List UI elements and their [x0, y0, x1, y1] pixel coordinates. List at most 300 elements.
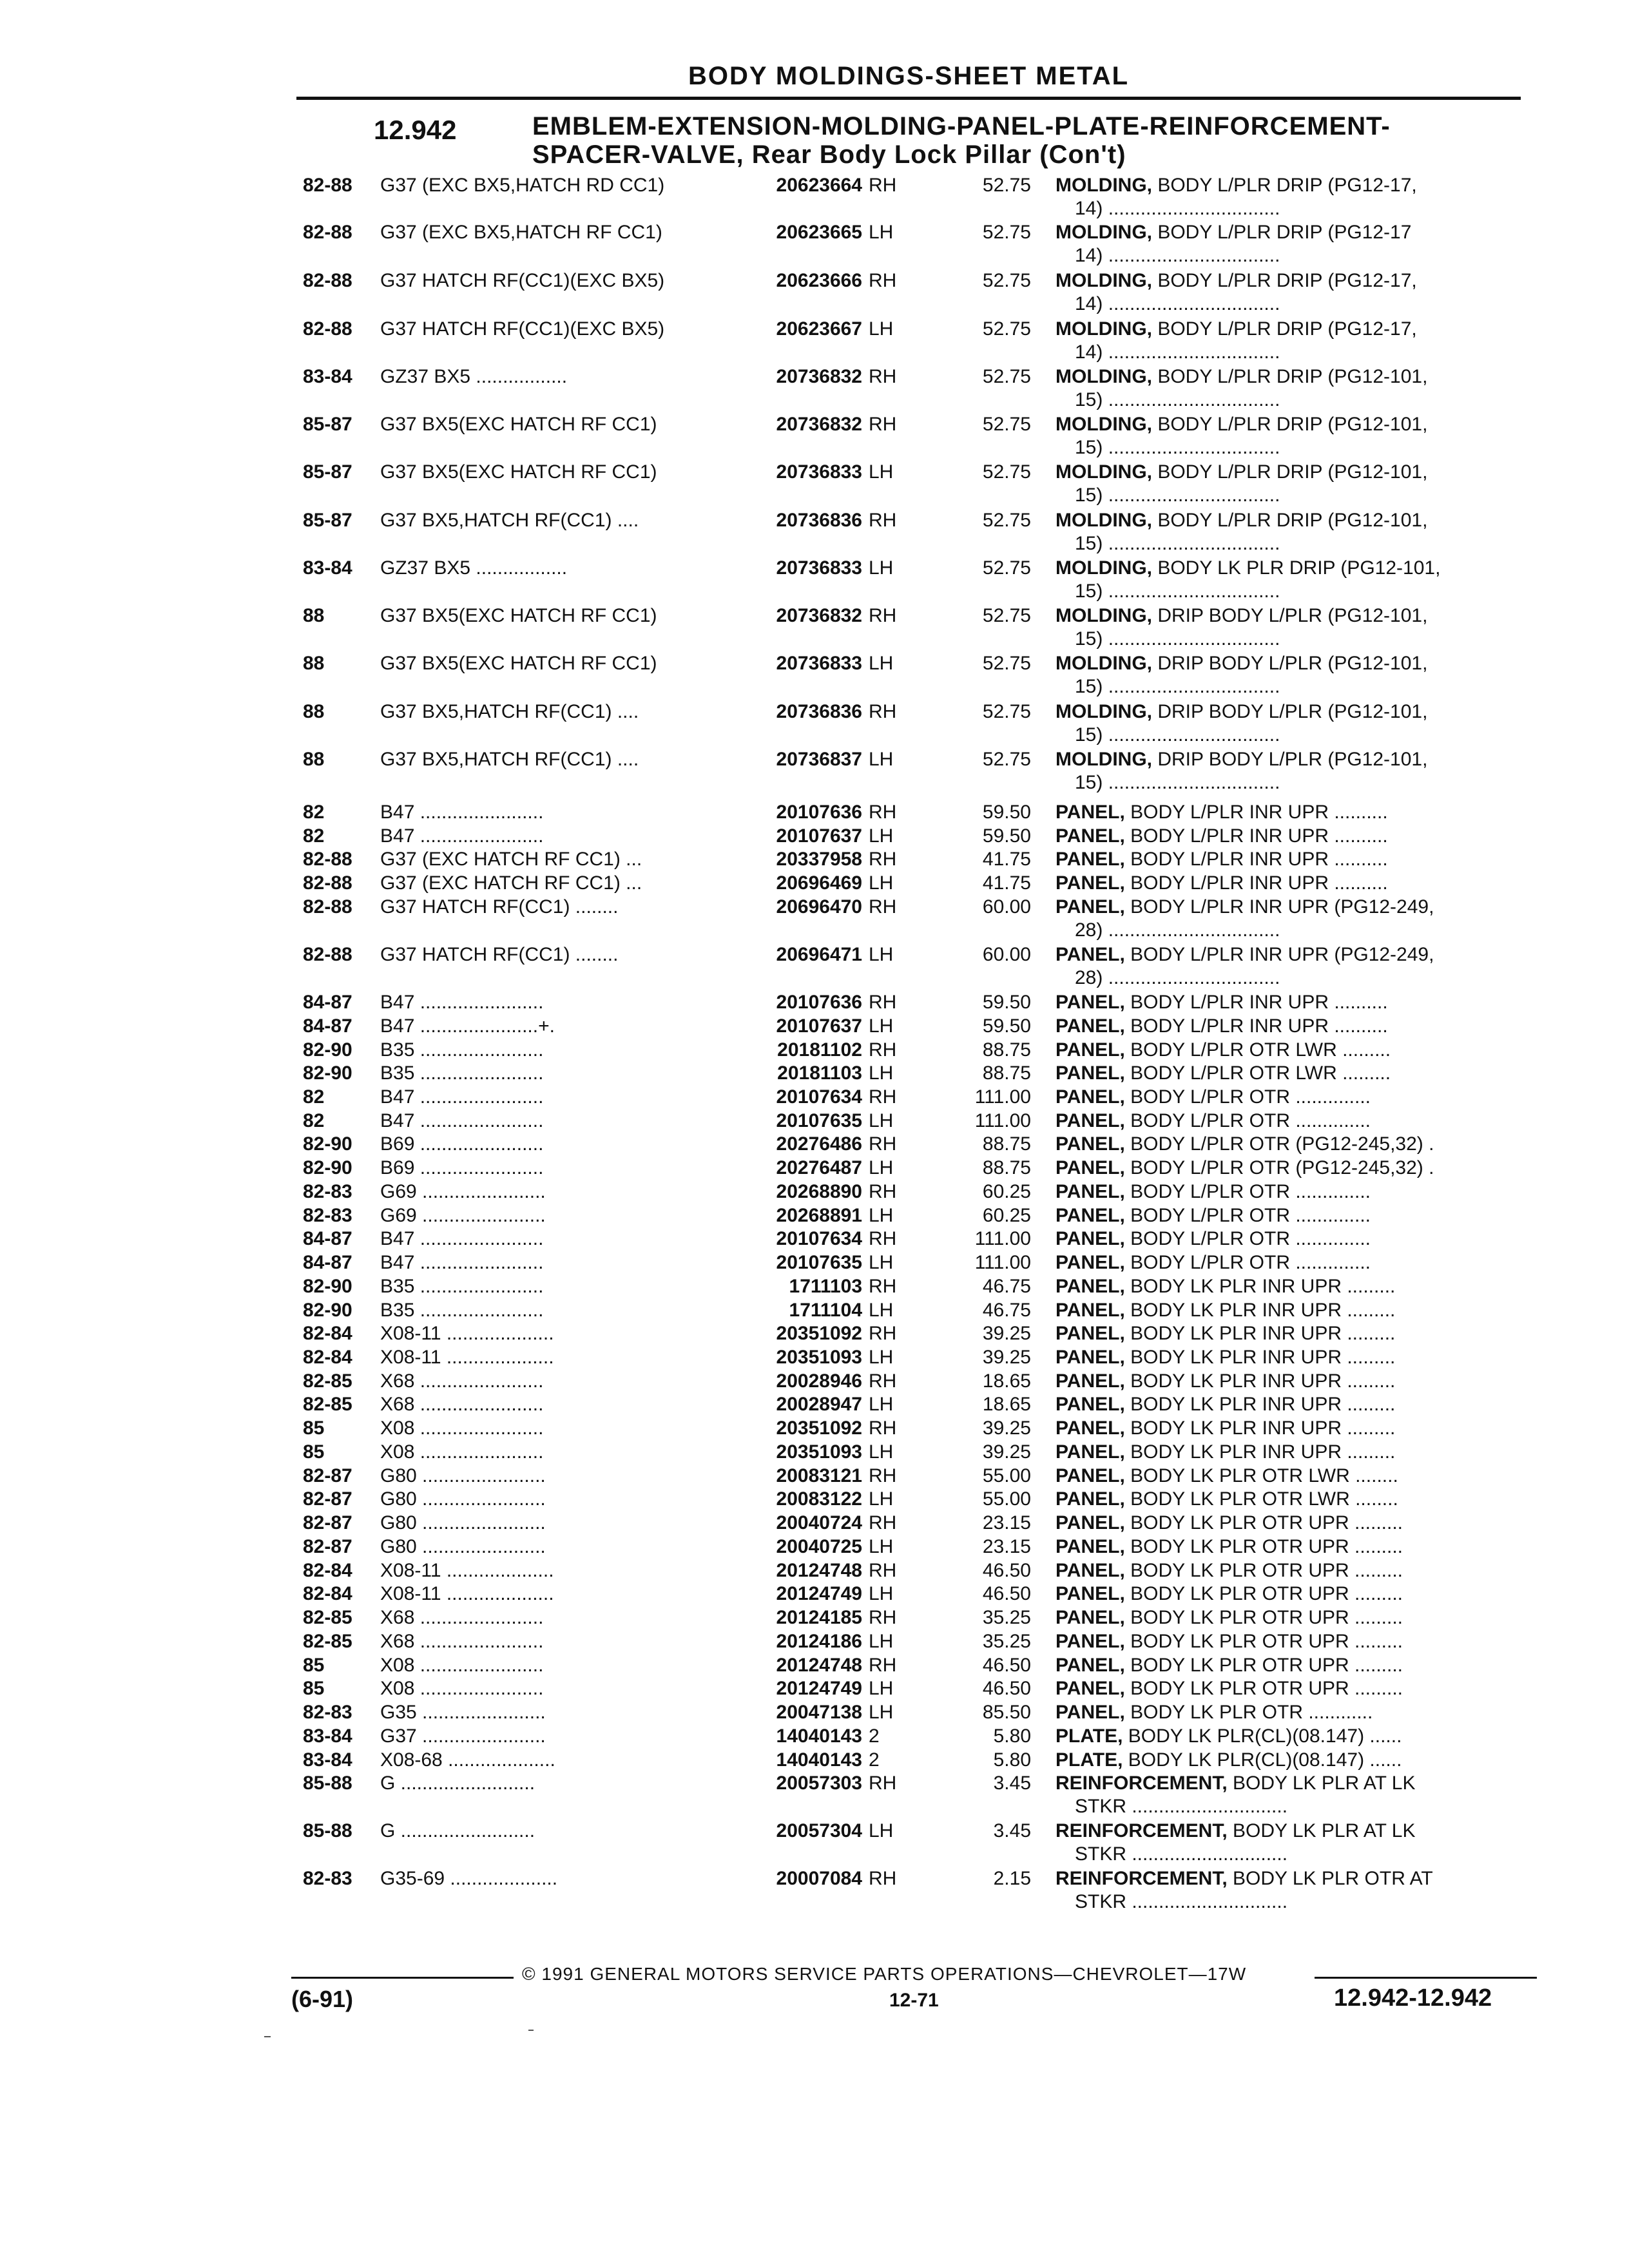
row-part-name: PANEL, [1055, 1205, 1125, 1226]
row-description [1055, 943, 1532, 990]
section-number: 12.942 [374, 115, 457, 145]
row-description-continued: 15) ................................ [1075, 772, 1280, 793]
row-part-name: PANEL, [1055, 1441, 1125, 1463]
row-part-name: PANEL, [1055, 1536, 1125, 1557]
row-application: G37 BX5(EXC HATCH RF CC1) [380, 461, 657, 483]
row-price: 52.75 [982, 222, 1031, 243]
row-part-number: 20276487 [776, 1157, 862, 1178]
row-application: B69 ....................... [380, 1157, 544, 1178]
row-part-number: 20736832 [776, 414, 862, 435]
row-part-number: 20736832 [776, 605, 862, 626]
row-part-name: PANEL, [1055, 1133, 1125, 1155]
row-quantity: RH [869, 605, 897, 626]
row-part-name: MOLDING, [1055, 318, 1152, 340]
row-part-number: 20107634 [776, 1228, 862, 1249]
row-part-number: 20107634 [776, 1086, 862, 1108]
row-quantity: LH [869, 1678, 894, 1699]
row-part-name: MOLDING, [1055, 605, 1152, 626]
row-price: 18.65 [982, 1370, 1031, 1392]
row-quantity: LH [869, 1702, 894, 1723]
row-years: 88 [303, 701, 325, 722]
row-years: 82-88 [303, 896, 352, 918]
row-quantity: RH [869, 366, 897, 387]
row-years: 85-88 [303, 1773, 352, 1794]
row-application: X08 ....................... [380, 1441, 544, 1463]
row-part-name: MOLDING, [1055, 701, 1152, 722]
row-part-name: MOLDING, [1055, 175, 1152, 196]
row-part-number: 20351093 [776, 1347, 862, 1368]
row-description [1055, 872, 1532, 895]
row-part-name: REINFORCEMENT, [1055, 1868, 1228, 1889]
row-price: 46.75 [982, 1276, 1031, 1297]
row-description-text: BODY LK PLR OTR AT [1227, 1868, 1433, 1889]
row-description-text: BODY LK PLR(CL)(08.147) ...... [1123, 1725, 1402, 1747]
row-part-name: PANEL, [1055, 1181, 1125, 1202]
row-part-number: 20124749 [776, 1583, 862, 1604]
row-description-text: BODY L/PLR INR UPR .......... [1124, 872, 1388, 894]
row-years: 85 [303, 1678, 325, 1699]
row-part-number: 20736836 [776, 510, 862, 531]
row-part-name: MOLDING, [1055, 653, 1152, 674]
row-part-name: MOLDING, [1055, 510, 1152, 531]
row-years: 85 [303, 1441, 325, 1463]
row-price: 39.25 [982, 1418, 1031, 1439]
row-description-text: BODY L/PLR INR UPR (PG12-249, [1124, 944, 1434, 965]
row-quantity: LH [869, 1252, 894, 1273]
row-description [1055, 1157, 1532, 1180]
row-description [1055, 174, 1532, 220]
row-description-text: BODY L/PLR OTR (PG12-245,32) . [1124, 1133, 1434, 1155]
row-quantity: LH [869, 222, 894, 243]
row-quantity: LH [869, 461, 894, 483]
row-description-continued: 15) ................................ [1075, 581, 1280, 602]
row-part-name: PANEL, [1055, 1015, 1125, 1037]
row-description [1055, 748, 1532, 794]
row-description-text: BODY LK PLR OTR LWR ........ [1124, 1465, 1398, 1486]
row-part-name: PANEL, [1055, 1512, 1125, 1533]
row-description [1055, 652, 1532, 698]
row-application: B35 ....................... [380, 1062, 544, 1084]
row-part-name: PANEL, [1055, 1418, 1125, 1439]
row-years: 82-90 [303, 1062, 352, 1084]
section-title-line-1: EMBLEM-EXTENSION-MOLDING-PANEL-PLATE-REINFORCEMENT- [532, 112, 1391, 140]
row-application: G80 ....................... [380, 1488, 546, 1510]
row-description-continued: 15) ................................ [1075, 485, 1280, 506]
row-part-name: PANEL, [1055, 1465, 1125, 1486]
row-description-text: BODY LK PLR INR UPR ......... [1124, 1418, 1396, 1439]
row-description-continued: 14) ................................ [1075, 293, 1280, 314]
row-application: G37 BX5,HATCH RF(CC1) .... [380, 749, 639, 770]
row-description-text: BODY L/PLR OTR .............. [1124, 1228, 1371, 1249]
row-part-number: 14040143 [776, 1749, 862, 1771]
row-part-number: 20083121 [776, 1465, 862, 1486]
row-description [1055, 1749, 1532, 1772]
row-quantity: 2 [869, 1725, 880, 1747]
row-years: 85-87 [303, 461, 352, 483]
row-price: 5.80 [993, 1725, 1031, 1747]
row-part-name: PANEL, [1055, 1583, 1125, 1604]
row-years: 88 [303, 653, 325, 674]
row-application: G80 ....................... [380, 1512, 546, 1533]
row-part-number: 20107636 [776, 802, 862, 823]
row-application: G37 HATCH RF(CC1) ........ [380, 944, 619, 965]
row-price: 52.75 [982, 605, 1031, 626]
row-price: 5.80 [993, 1749, 1031, 1771]
row-part-name: PANEL, [1055, 849, 1125, 870]
row-application: B69 ....................... [380, 1133, 544, 1155]
row-quantity: RH [869, 1465, 897, 1486]
row-part-number: 20351093 [776, 1441, 862, 1463]
row-part-number: 20028947 [776, 1394, 862, 1415]
row-description-text: BODY LK PLR OTR UPR ......... [1124, 1560, 1403, 1581]
row-description [1055, 604, 1532, 651]
row-quantity: LH [869, 318, 894, 340]
row-quantity: RH [869, 1868, 897, 1889]
row-part-number: 20268891 [776, 1205, 862, 1226]
footer-section-range: 12.942-12.942 [1334, 1984, 1492, 2012]
row-description-continued: 15) ................................ [1075, 389, 1280, 410]
row-description-text: BODY LK PLR DRIP (PG12-101, [1152, 557, 1441, 579]
row-years: 83-84 [303, 1749, 352, 1771]
row-part-number: 20107637 [776, 1015, 862, 1037]
row-description-text: BODY LK PLR INR UPR ......... [1124, 1441, 1396, 1463]
row-description-text: BODY LK PLR INR UPR ......... [1124, 1323, 1396, 1344]
row-application: B47 ....................... [380, 992, 544, 1013]
row-years: 82-90 [303, 1300, 352, 1321]
row-description [1055, 1133, 1532, 1156]
row-years: 82-83 [303, 1702, 352, 1723]
row-description [1055, 1488, 1532, 1511]
row-application: G37 BX5,HATCH RF(CC1) .... [380, 510, 639, 531]
row-description [1055, 461, 1532, 507]
row-part-name: REINFORCEMENT, [1055, 1820, 1228, 1841]
row-description-continued: 28) ................................ [1075, 967, 1280, 988]
row-part-name: PANEL, [1055, 1655, 1125, 1676]
row-part-number: 20623665 [776, 222, 862, 243]
row-price: 46.50 [982, 1583, 1031, 1604]
row-description-text: BODY L/PLR OTR .............. [1124, 1086, 1371, 1108]
row-price: 35.25 [982, 1631, 1031, 1652]
row-price: 2.15 [993, 1868, 1031, 1889]
row-quantity: RH [869, 414, 897, 435]
row-years: 82-88 [303, 872, 352, 894]
row-description [1055, 1677, 1532, 1700]
row-description-text: BODY L/PLR INR UPR .......... [1124, 849, 1388, 870]
header-rule [296, 97, 1521, 100]
row-part-name: PANEL, [1055, 896, 1125, 918]
row-description-text: BODY LK PLR AT LK [1227, 1820, 1416, 1841]
row-price: 3.45 [993, 1820, 1031, 1841]
row-application: B47 ....................... [380, 802, 544, 823]
page-header-title: BODY MOLDINGS-SHEET METAL [688, 62, 1130, 90]
row-part-number: 20736832 [776, 366, 862, 387]
row-application: G37 HATCH RF(CC1)(EXC BX5) [380, 270, 665, 291]
row-description-text: BODY L/PLR DRIP (PG12-101, [1152, 366, 1428, 387]
row-application: X08 ....................... [380, 1418, 544, 1439]
row-application: X68 ....................... [380, 1631, 544, 1652]
row-years: 82-84 [303, 1560, 352, 1581]
row-quantity: LH [869, 1157, 894, 1178]
row-quantity: LH [869, 1347, 894, 1368]
row-quantity: 2 [869, 1749, 880, 1771]
row-part-name: PANEL, [1055, 1062, 1125, 1084]
row-description [1055, 1417, 1532, 1440]
row-description [1055, 269, 1532, 316]
row-description-text: BODY LK PLR OTR LWR ........ [1124, 1488, 1398, 1510]
row-years: 82-90 [303, 1039, 352, 1061]
row-description-continued: 15) ................................ [1075, 676, 1280, 697]
row-part-name: PANEL, [1055, 1347, 1125, 1368]
row-quantity: RH [869, 1276, 897, 1297]
row-quantity: RH [869, 1039, 897, 1061]
row-price: 39.25 [982, 1441, 1031, 1463]
row-quantity: LH [869, 1300, 894, 1321]
row-quantity: RH [869, 270, 897, 291]
row-application: GZ37 BX5 ................. [380, 557, 568, 579]
row-price: 46.50 [982, 1678, 1031, 1699]
row-description [1055, 825, 1532, 848]
row-application: X08-11 .................... [380, 1347, 554, 1368]
row-quantity: LH [869, 1820, 894, 1841]
row-part-name: PANEL, [1055, 1370, 1125, 1392]
row-part-number: 20007084 [776, 1868, 862, 1889]
row-description [1055, 1015, 1532, 1038]
scan-speck [264, 2036, 271, 2037]
row-part-number: 20124749 [776, 1678, 862, 1699]
row-description-text: BODY LK PLR OTR UPR ......... [1124, 1512, 1403, 1533]
row-price: 60.00 [982, 944, 1031, 965]
row-quantity: LH [869, 1441, 894, 1463]
row-application: G37 BX5,HATCH RF(CC1) .... [380, 701, 639, 722]
row-part-name: PANEL, [1055, 992, 1125, 1013]
row-years: 82-88 [303, 318, 352, 340]
row-price: 39.25 [982, 1323, 1031, 1344]
row-part-name: PANEL, [1055, 872, 1125, 894]
row-part-number: 20623666 [776, 270, 862, 291]
row-description-text: BODY LK PLR INR UPR ......... [1124, 1394, 1396, 1415]
row-years: 82-90 [303, 1157, 352, 1178]
row-application: G37 BX5(EXC HATCH RF CC1) [380, 605, 657, 626]
row-part-name: MOLDING, [1055, 749, 1152, 770]
row-application: G37 (EXC HATCH RF CC1) ... [380, 872, 642, 894]
row-application: G ......................... [380, 1820, 535, 1841]
row-price: 46.50 [982, 1560, 1031, 1581]
row-part-name: PANEL, [1055, 1631, 1125, 1652]
row-part-number: 20107637 [776, 825, 862, 847]
row-part-name: PANEL, [1055, 1394, 1125, 1415]
row-description-text: BODY L/PLR DRIP (PG12-101, [1152, 510, 1428, 531]
row-part-name: PANEL, [1055, 1323, 1125, 1344]
section-title-line-2: SPACER-VALVE, Rear Body Lock Pillar (Con't) [532, 140, 1126, 169]
row-application: X08-11 .................... [380, 1323, 554, 1344]
row-description-text: BODY L/PLR DRIP (PG12-17, [1152, 175, 1417, 196]
row-application: B35 ....................... [380, 1276, 544, 1297]
row-application: B35 ....................... [380, 1300, 544, 1321]
row-application: G69 ....................... [380, 1181, 546, 1202]
row-application: X08-11 .................... [380, 1583, 554, 1604]
row-quantity: RH [869, 1323, 897, 1344]
row-years: 82-87 [303, 1512, 352, 1533]
row-quantity: RH [869, 992, 897, 1013]
row-part-name: MOLDING, [1055, 222, 1152, 243]
row-years: 85-87 [303, 414, 352, 435]
row-description [1055, 1204, 1532, 1227]
row-description-continued: STKR ............................. [1075, 1843, 1288, 1865]
row-price: 52.75 [982, 557, 1031, 579]
row-description [1055, 1701, 1532, 1724]
row-description-continued: 15) ................................ [1075, 724, 1280, 745]
row-part-name: PANEL, [1055, 1560, 1125, 1581]
row-description [1055, 318, 1532, 364]
row-quantity: RH [869, 1512, 897, 1533]
row-description [1055, 1465, 1532, 1488]
row-description-continued: 14) ................................ [1075, 245, 1280, 266]
row-price: 52.75 [982, 701, 1031, 722]
row-years: 82 [303, 1110, 325, 1131]
row-description-continued: 14) ................................ [1075, 198, 1280, 219]
row-quantity: RH [869, 1133, 897, 1155]
row-part-number: 20351092 [776, 1323, 862, 1344]
section-title [532, 112, 1499, 169]
row-part-number: 20083122 [776, 1488, 862, 1510]
row-years: 82-83 [303, 1868, 352, 1889]
row-years: 82 [303, 825, 325, 847]
row-description-text: BODY L/PLR OTR LWR ......... [1124, 1062, 1391, 1084]
row-part-number: 20040725 [776, 1536, 862, 1557]
row-part-number: 1711103 [789, 1276, 862, 1297]
row-description-text: DRIP BODY L/PLR (PG12-101, [1152, 653, 1428, 674]
row-price: 41.75 [982, 849, 1031, 870]
row-description-text: BODY L/PLR OTR .............. [1124, 1181, 1371, 1202]
row-quantity: RH [869, 1370, 897, 1392]
row-description [1055, 1370, 1532, 1393]
row-application: G ......................... [380, 1773, 535, 1794]
row-price: 52.75 [982, 414, 1031, 435]
row-description-text: BODY LK PLR OTR UPR ......... [1124, 1655, 1403, 1676]
row-part-name: PANEL, [1055, 1607, 1125, 1628]
row-price: 60.00 [982, 896, 1031, 918]
row-description [1055, 1039, 1532, 1062]
row-years: 82-90 [303, 1276, 352, 1297]
row-price: 111.00 [974, 1228, 1031, 1249]
row-description-continued: 15) ................................ [1075, 533, 1280, 554]
row-description [1055, 1322, 1532, 1345]
row-quantity: RH [869, 896, 897, 918]
row-price: 41.75 [982, 872, 1031, 894]
row-description [1055, 1559, 1532, 1582]
row-price: 88.75 [982, 1133, 1031, 1155]
row-application: X08-11 .................... [380, 1560, 554, 1581]
row-years: 82 [303, 802, 325, 823]
row-quantity: LH [869, 944, 894, 965]
row-quantity: RH [869, 1418, 897, 1439]
row-quantity: LH [869, 825, 894, 847]
row-description-text: BODY LK PLR INR UPR ......... [1124, 1300, 1396, 1321]
row-description-text: BODY L/PLR OTR .............. [1124, 1205, 1371, 1226]
row-part-number: 20107635 [776, 1110, 862, 1131]
row-application: B47 ....................... [380, 1228, 544, 1249]
row-quantity: LH [869, 557, 894, 579]
row-description-text: BODY L/PLR INR UPR .......... [1124, 1015, 1388, 1037]
row-application: G37 BX5(EXC HATCH RF CC1) [380, 414, 657, 435]
row-years: 82-85 [303, 1394, 352, 1415]
row-quantity: RH [869, 1228, 897, 1249]
row-application: B47 ......................+. [380, 1015, 555, 1037]
row-price: 52.75 [982, 749, 1031, 770]
row-part-name: PANEL, [1055, 1039, 1125, 1061]
row-description [1055, 221, 1532, 267]
row-description-text: DRIP BODY L/PLR (PG12-101, [1152, 605, 1428, 626]
row-years: 85 [303, 1418, 325, 1439]
row-price: 85.50 [982, 1702, 1031, 1723]
row-application: B35 ....................... [380, 1039, 544, 1061]
row-description-text: BODY L/PLR INR UPR .......... [1124, 802, 1388, 823]
row-description-text: BODY LK PLR OTR ............ [1124, 1702, 1373, 1723]
row-description-continued: STKR ............................. [1075, 1796, 1288, 1817]
row-price: 52.75 [982, 510, 1031, 531]
row-description [1055, 509, 1532, 555]
row-description-text: BODY LK PLR OTR UPR ......... [1124, 1607, 1403, 1628]
row-description-text: BODY LK PLR(CL)(08.147) ...... [1123, 1749, 1402, 1771]
row-price: 52.75 [982, 461, 1031, 483]
row-part-name: PANEL, [1055, 1678, 1125, 1699]
row-description [1055, 1441, 1532, 1464]
row-quantity: RH [869, 849, 897, 870]
row-part-number: 20057304 [776, 1820, 862, 1841]
row-application: G37 (EXC BX5,HATCH RD CC1) [380, 175, 665, 196]
row-part-number: 20047138 [776, 1702, 862, 1723]
row-years: 82-83 [303, 1205, 352, 1226]
row-years: 82-84 [303, 1583, 352, 1604]
row-quantity: LH [869, 653, 894, 674]
row-years: 84-87 [303, 992, 352, 1013]
row-part-number: 20124748 [776, 1560, 862, 1581]
row-years: 82-83 [303, 1181, 352, 1202]
row-quantity: LH [869, 872, 894, 894]
row-part-name: MOLDING, [1055, 366, 1152, 387]
row-quantity: LH [869, 1205, 894, 1226]
row-application: G35-69 .................... [380, 1868, 558, 1889]
row-description [1055, 365, 1532, 412]
row-years: 82-88 [303, 222, 352, 243]
row-quantity: LH [869, 1110, 894, 1131]
row-application: B47 ....................... [380, 1110, 544, 1131]
row-years: 82-87 [303, 1465, 352, 1486]
row-part-name: PANEL, [1055, 825, 1125, 847]
row-description [1055, 1630, 1532, 1653]
row-description-text: BODY LK PLR AT LK [1227, 1773, 1416, 1794]
row-years: 82-85 [303, 1631, 352, 1652]
row-price: 59.50 [982, 1015, 1031, 1037]
row-years: 82-90 [303, 1133, 352, 1155]
row-description [1055, 1251, 1532, 1274]
row-quantity: LH [869, 1536, 894, 1557]
row-price: 60.25 [982, 1181, 1031, 1202]
row-part-number: 20351092 [776, 1418, 862, 1439]
row-description [1055, 1180, 1532, 1204]
row-description [1055, 896, 1532, 942]
row-part-number: 20696471 [776, 944, 862, 965]
row-part-name: PLATE, [1055, 1749, 1123, 1771]
row-price: 55.00 [982, 1488, 1031, 1510]
row-part-name: PLATE, [1055, 1725, 1123, 1747]
row-quantity: LH [869, 1631, 894, 1652]
row-part-number: 20736837 [776, 749, 862, 770]
scan-speck [528, 2030, 534, 2031]
row-price: 111.00 [974, 1110, 1031, 1131]
row-price: 88.75 [982, 1157, 1031, 1178]
row-part-name: PANEL, [1055, 1276, 1125, 1297]
